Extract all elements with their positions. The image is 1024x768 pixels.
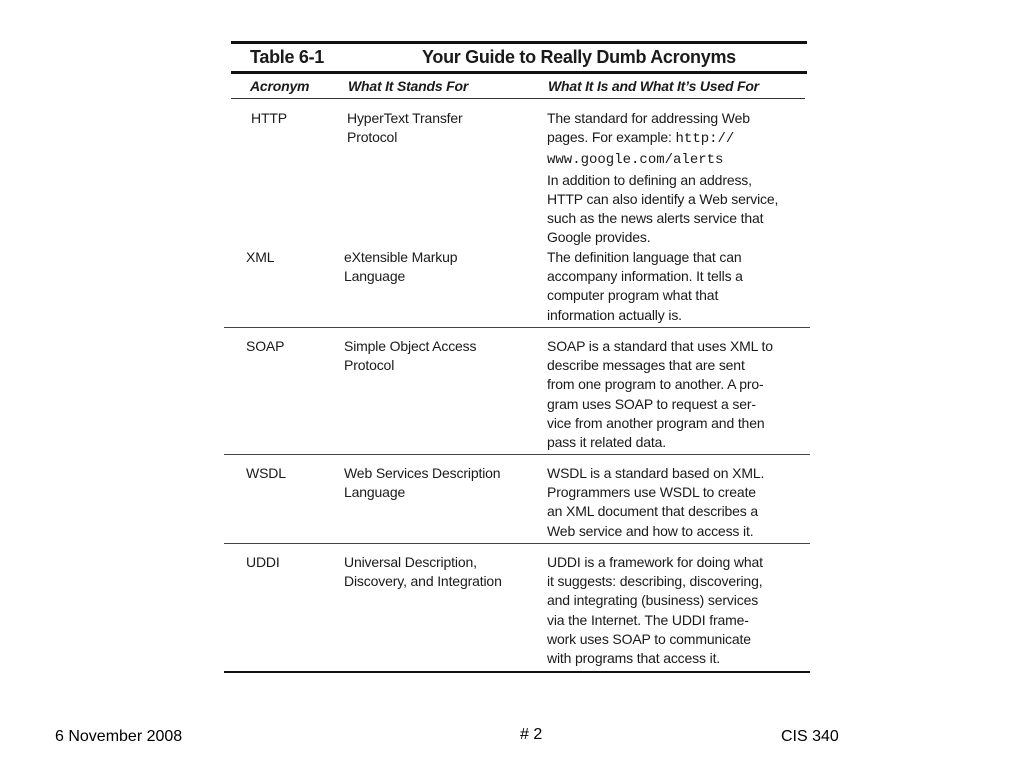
description-cell: WSDL is a standard based on XML. Programmers use WSDL to create an XML document that describes a Web service and how to access it. — [547, 465, 765, 539]
header-stands-for: What It Stands For — [348, 78, 469, 94]
table-row — [224, 109, 811, 246]
row-divider — [224, 327, 810, 328]
table-top-border — [231, 41, 807, 44]
header-acronym: Acronym — [250, 78, 310, 94]
description-cell — [547, 109, 778, 247]
slide-number: # 2 — [520, 726, 543, 743]
table-header-row — [231, 77, 807, 97]
description-cell: SOAP is a standard that uses XML to describe messages that are sent from one program to another. A pro- gram uses SOAP to request a ser- vice from another program and then pass it related data. — [547, 338, 773, 451]
footer-course: CIS 340 — [781, 728, 839, 745]
table-title-row — [231, 45, 807, 71]
acronym-cell: UDDI — [246, 554, 280, 570]
table-title: Your Guide to Really Dumb Acronyms — [422, 47, 736, 67]
table-row — [224, 464, 811, 544]
table-row — [224, 553, 811, 671]
stands-for-cell: Web Services Description Language — [344, 465, 501, 501]
table-row — [224, 337, 811, 455]
acronym-cell: HTTP — [251, 110, 287, 126]
table-number: Table 6-1 — [250, 47, 324, 67]
stands-for-cell: Simple Object Access Protocol — [344, 338, 477, 374]
header-description: What It Is and What It’s Used For — [548, 78, 759, 94]
description-cell: The definition language that can accompany information. It tells a computer program what that information actually is. — [547, 249, 743, 323]
title-divider — [231, 71, 807, 74]
acronym-cell: SOAP — [246, 338, 285, 354]
description-text: The standard for addressing Web pages. For example: — [547, 110, 750, 146]
description-text: In addition to defining an address, HTTP can also identify a Web service, such as the news alerts service that Google provides. — [547, 171, 779, 246]
row-divider — [224, 454, 810, 455]
table-bottom-border — [224, 671, 810, 673]
footer-date: 6 November 2008 — [55, 728, 183, 745]
example-url: http:// www.google.com/alerts — [547, 131, 735, 169]
header-divider — [231, 98, 805, 99]
row-divider — [224, 543, 810, 544]
table-row — [224, 248, 811, 328]
acronym-cell: WSDL — [246, 465, 286, 481]
stands-for-cell: eXtensible Markup Language — [344, 249, 458, 285]
acronym-cell: XML — [246, 249, 275, 265]
stands-for-cell: Universal Description, Discovery, and Integration — [344, 554, 502, 590]
stands-for-cell: HyperText Transfer Protocol — [347, 110, 463, 146]
description-cell: UDDI is a framework for doing what it suggests: describing, discovering, and integrating (business) services via the Internet. The UDDI frame- work uses SOAP to communicate with programs that access it. — [547, 554, 763, 667]
